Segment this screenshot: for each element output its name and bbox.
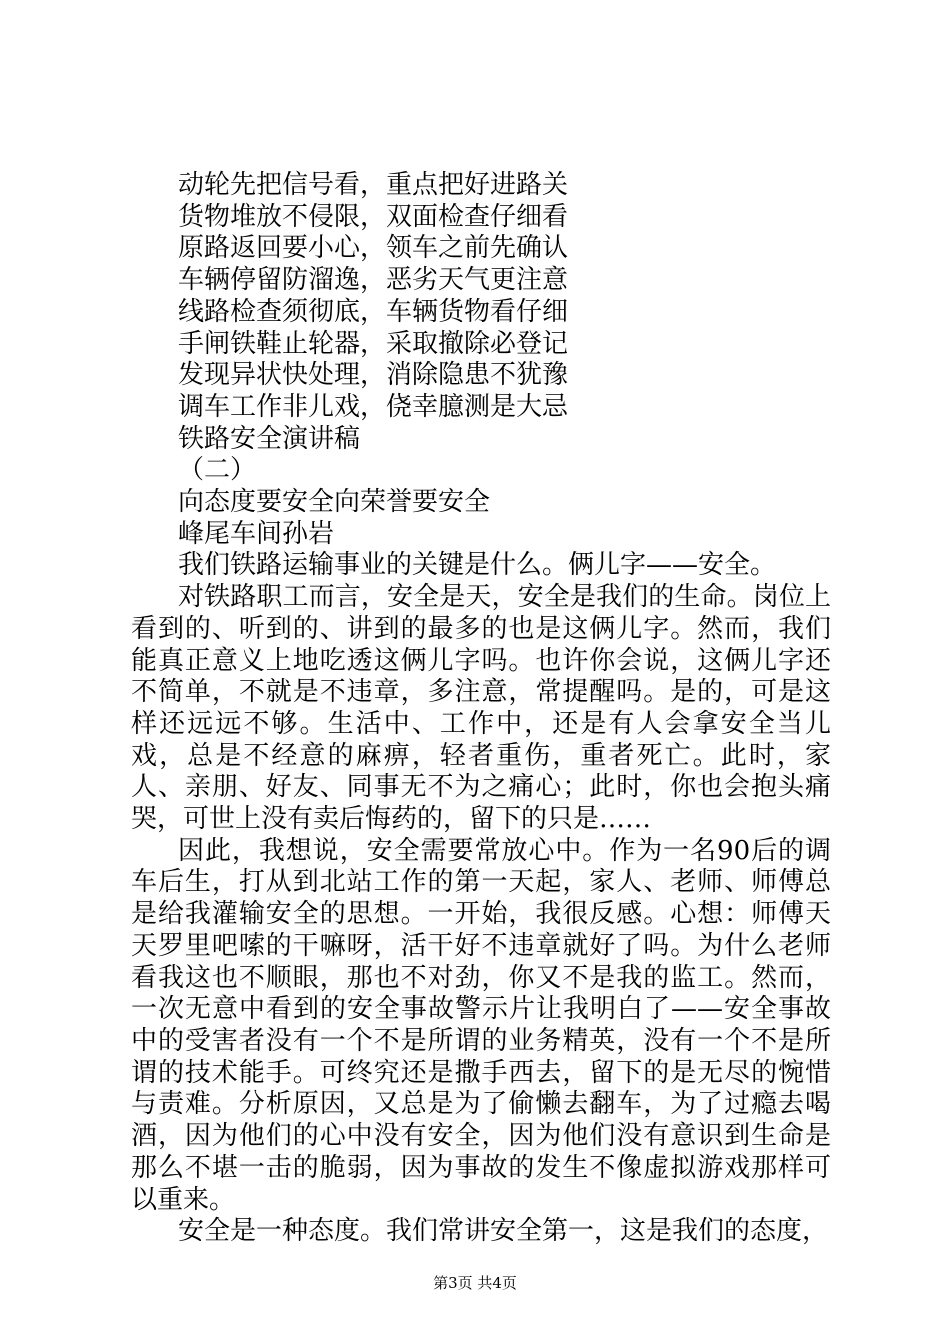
paragraph: 我们铁路运输事业的关键是什么。俩儿字——安全。 — [178, 550, 777, 581]
verse-line: 货物堆放不侵限，双面检查仔细看 — [178, 201, 569, 232]
speaker-name: 峰尾车间孙岩 — [178, 518, 335, 549]
paragraph: 因此，我想说，安全需要常放心中。作为一名90后的调车后生，打从到北站工作的第一天起，家人、老师、师傅总是给我灌输安全的思想。一开始，我很反感。心想：师傅天天罗里吧嗦的干嘛呀，活干好不违章就好了吗。为什么老师看我这也不顺眼，那也不对劲，你又不是我的监工。然而，一次无意中看到的安全事故警示片让我明白了——安全事故中的受害者没有一个不是所谓的业务精英，没有一个不是所谓的技术能手。可终究还是撒手西去，留下的是无尽的惋惜与责难。分析原因，又总是为了偷懒去翻车，为了过瘾去喝酒，因为他们的心中没有安全，因为他们没有意识到生命是那么不堪一击的脆弱，因为事故的发生不像虚拟游戏那样可以重来。 — [131, 835, 831, 1215]
page-footer: 第3页 共4页 — [433, 1274, 517, 1292]
paragraph: 安全是一种态度。我们常讲安全第一，这是我们的态度， — [178, 1216, 829, 1247]
verse-line: 线路检查须彻底，车辆货物看仔细 — [178, 296, 569, 327]
section-title: 铁路安全演讲稿 — [178, 423, 361, 454]
verse-line: 发现异状快处理，消除隐患不犹豫 — [178, 360, 569, 391]
verse-line: 动轮先把信号看，重点把好进路关 — [178, 170, 569, 200]
section-number: （二） — [178, 455, 257, 486]
verse-line: 原路返回要小心，领车之前先确认 — [178, 233, 569, 264]
speech-title: 向态度要安全向荣誉要安全 — [178, 487, 491, 518]
document-body — [131, 170, 831, 1248]
paragraph: 对铁路职工而言，安全是天，安全是我们的生命。岗位上看到的、听到的、讲到的最多的也是这俩儿字。然而，我们能真正意义上地吃透这俩儿字吗。也许你会说，这俩儿字还不简单，不就是不违章，多注意，常提醒吗。是的，可是这样还远远不够。生活中、工作中，还是有人会拿安全当儿戏，总是不经意的麻痹，轻者重伤，重者死亡。此时，家人、亲朋、好友、同事无不为之痛心；此时，你也会抱头痛哭，可世上没有卖后悔药的，留下的只是…… — [131, 582, 831, 835]
verse-line: 车辆停留防溜逸，恶劣天气更注意 — [178, 265, 569, 296]
verse-line: 手闸铁鞋止轮器，采取撤除必登记 — [178, 328, 569, 359]
verse-line: 调车工作非儿戏，侥幸臆测是大忌 — [178, 391, 569, 422]
